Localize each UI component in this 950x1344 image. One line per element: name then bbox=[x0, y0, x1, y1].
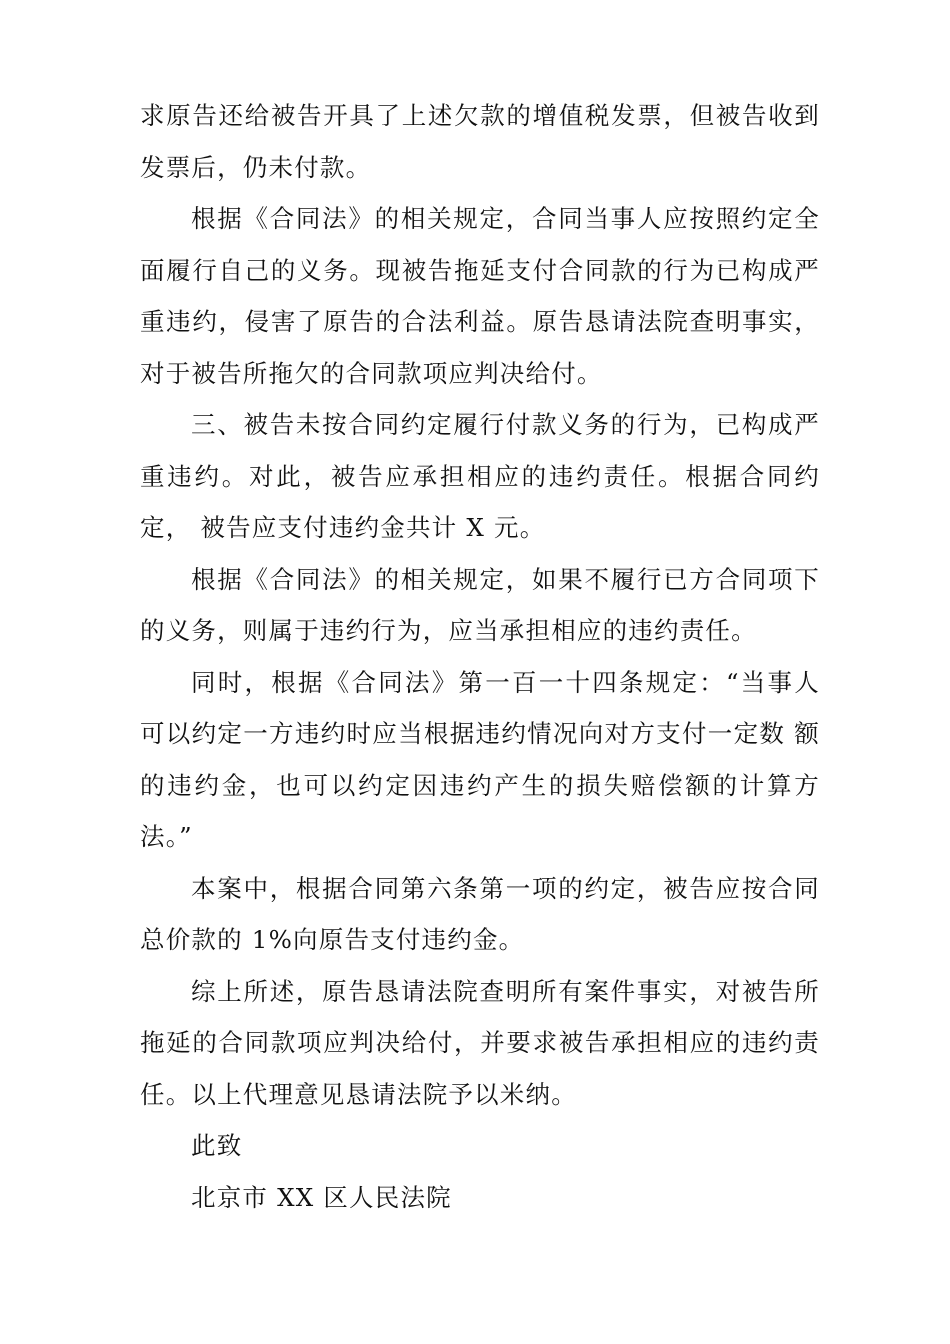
paragraph-continuation: 求原告还给被告开具了上述欠款的增值税发票，但被告收到发票后，仍未付款。 bbox=[140, 101, 820, 182]
paragraph-breach-liability: 根据《合同法》的相关规定，如果不履行已方合同项下的义务，则属于违约行为，应当承担相应的违约责任。 bbox=[140, 564, 820, 645]
paragraph-case-penalty: 本案中，根据合同第六条第一项的约定，被告应按合同总价款的 1%向原告支付违约金。 bbox=[140, 873, 820, 954]
paragraph-article-114: 同时，根据《合同法》第一百一十四条规定：“当事人可以约定一方违约时应当根据违约情况向对方支付一定数 额的违约金，也可以约定因违约产生的损失赔偿额的计算方法。” bbox=[140, 667, 820, 851]
paragraph-point-three-breach: 三、被告未按合同约定履行付款义务的行为，已构成严重违约。对此，被告应承担相应的违约责任。根据合同约定， 被告应支付违约金共计 X 元。 bbox=[140, 410, 820, 542]
document-body bbox=[140, 90, 820, 1223]
paragraph-contract-law-obligation: 根据《合同法》的相关规定，合同当事人应按照约定全面履行自己的义务。现被告拖延支付合同款的行为已构成严重违约，侵害了原告的合法利益。原告恳请法院查明事实，对于被告所拖欠的合同款项应判决给付。 bbox=[140, 204, 820, 388]
closing-salutation: 此致 bbox=[191, 1131, 243, 1160]
closing-recipient: 北京市 XX 区人民法院 bbox=[191, 1182, 452, 1212]
paragraph-summary: 综上所述，原告恳请法院查明所有案件事实，对被告所拖延的合同款项应判决给付，并要求被告承担相应的违约责任。以上代理意见恳请法院予以米纳。 bbox=[140, 976, 820, 1109]
